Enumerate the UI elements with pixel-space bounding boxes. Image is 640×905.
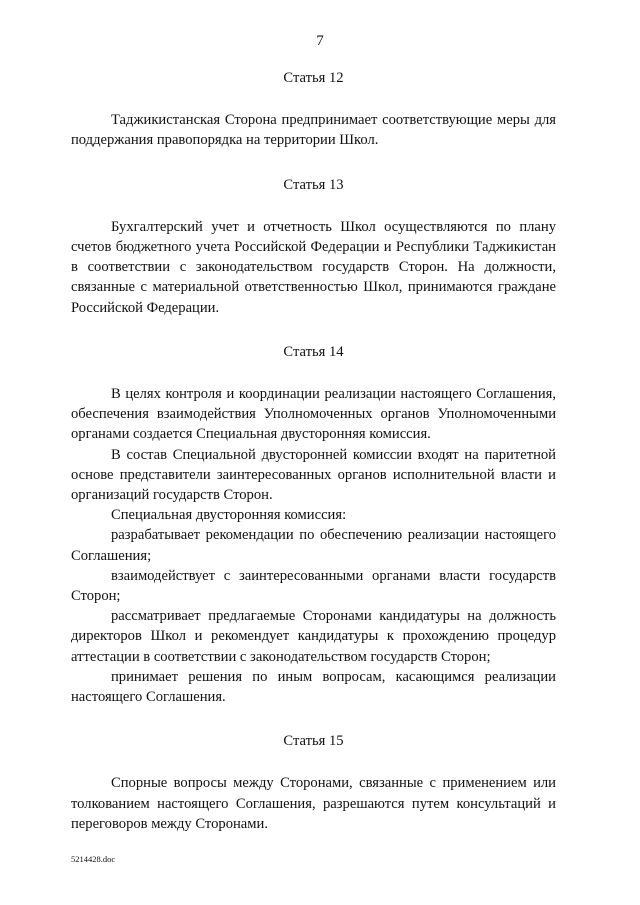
- article-heading: Статья 14: [283, 343, 344, 360]
- article-paragraph: Бухгалтерский учет и отчетность Школ осуществляются по плану счетов бюджетного учета Российской Федерации и Республики Таджикистан в соответствии с законодательством государств Сторон. На должности, связанные с материальной ответственностью Школ, принимаются граждане Российской Федерации.: [71, 218, 556, 316]
- commission-duty-item: взаимодействует с заинтересованными органами власти государств Сторон;: [71, 567, 556, 605]
- article-paragraph: Спорные вопросы между Сторонами, связанные с применением или толкованием настоящего Соглашения, разрешаются путем консультаций и переговоров между Сторонами.: [71, 775, 556, 832]
- article-heading: Статья 15: [283, 733, 344, 750]
- article-paragraph: Специальная двусторонняя комиссия:: [111, 507, 347, 524]
- document-body: [71, 68, 556, 834]
- commission-duty-item: принимает решения по иным вопросам, касающимся реализации настоящего Соглашения.: [71, 668, 556, 706]
- article-heading: Статья 12: [283, 70, 344, 86]
- article-paragraph: Таджикистанская Сторона предпринимает соответствующие меры для поддержания правопорядка на территории Школ.: [71, 112, 556, 149]
- article-13: [71, 175, 556, 318]
- article-paragraph: В состав Специальной двусторонней комиссии входят на паритетной основе представители заинтересованных органов исполнительной власти и организаций государств Сторон.: [71, 446, 556, 504]
- commission-duty-item: рассматривает предлагаемые Сторонами кандидатуры на должность директоров Школ и рекомендует кандидатуры к прохождению процедур аттестации в соответствии с законодательством государств Сторон;: [71, 608, 556, 665]
- page-number: 7: [316, 33, 324, 49]
- article-heading: Статья 13: [283, 176, 344, 193]
- article-12: [71, 68, 556, 151]
- commission-duty-item: разрабатывает рекомендации по обеспечению реализации настоящего Соглашения;: [71, 527, 556, 564]
- file-reference: 5214428.doc: [71, 854, 116, 864]
- article-14: [71, 342, 556, 707]
- article-paragraph: В целях контроля и координации реализации настоящего Соглашения, обеспечения взаимодействия Уполномоченных органов Уполномоченными органами создается Специальная двусторонняя комиссия.: [71, 386, 556, 443]
- article-15: [71, 731, 556, 834]
